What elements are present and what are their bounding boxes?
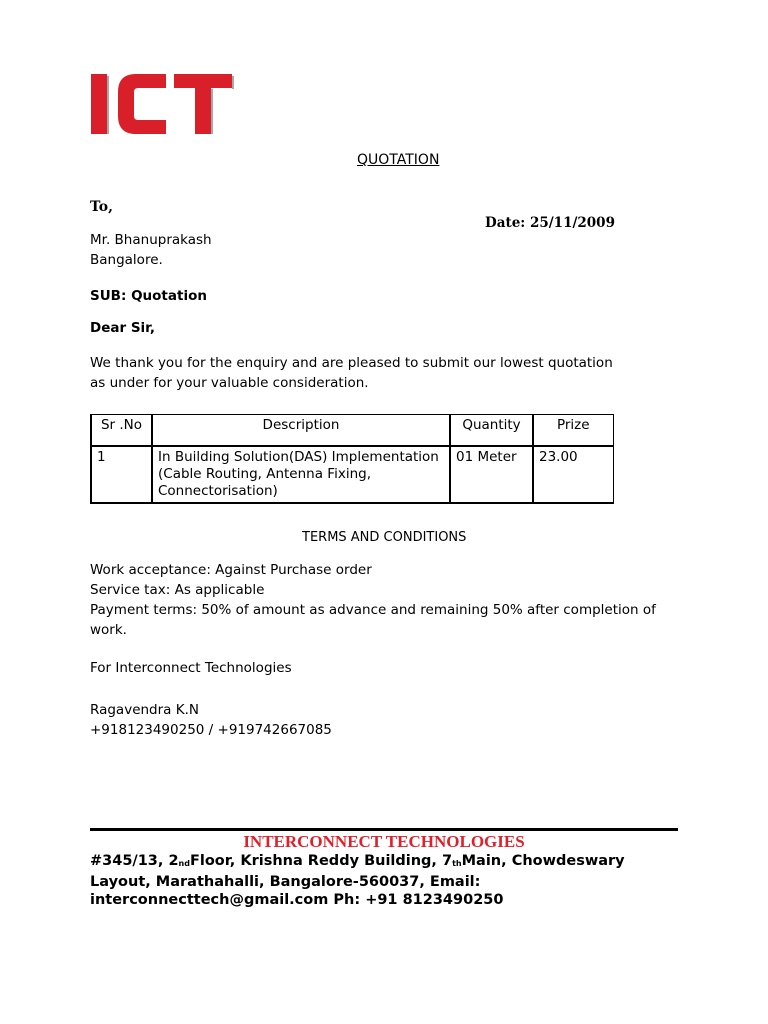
address-text: Main, Chowdeswary (461, 853, 625, 869)
cell-description: In Building Solution(DAS) Implementation (Cable Routing, Antenna Fixing, Connectorisation) (152, 446, 450, 503)
signoff-company: For Interconnect Technologies (90, 660, 292, 676)
signatory-phones: +918123490250 / +919742667085 (90, 722, 332, 738)
table-header-row (91, 415, 613, 447)
cell-sr-no: 1 (91, 446, 152, 503)
address-text: #345/13, 2 (90, 853, 179, 869)
payment-term: Payment terms: 50% of amount as advance and remaining 50% after completion of (90, 602, 656, 618)
document-title: QUOTATION (357, 152, 440, 168)
terms-block (90, 560, 656, 640)
column-header-description: Description (152, 415, 450, 447)
payment-term-continued: work. (90, 622, 127, 638)
subject-line: SUB: Quotation (90, 288, 207, 304)
quotation-table (90, 414, 614, 504)
column-header-prize: Prize (533, 415, 613, 447)
signatory-name: Ragavendra K.N (90, 702, 199, 718)
footer-address-line (90, 852, 690, 873)
intro-line: as under for your valuable consideration. (90, 375, 369, 391)
footer-company-name: INTERCONNECT TECHNOLOGIES (243, 832, 525, 851)
cell-prize: 23.00 (533, 446, 613, 503)
recipient-name: Mr. Bhanuprakash (90, 232, 212, 248)
column-header-quantity: Quantity (450, 415, 533, 447)
signoff-block (90, 700, 332, 740)
salutation: Dear Sir, (90, 320, 155, 336)
intro-line: We thank you for the enquiry and are pleased to submit our lowest quotation (90, 355, 613, 371)
column-header-sr-no: Sr .No (91, 415, 152, 447)
ordinal-suffix: nd (178, 859, 190, 868)
footer-address (90, 852, 690, 909)
ict-logo (88, 70, 238, 138)
ordinal-suffix: th (452, 859, 462, 868)
recipient-city: Bangalore. (90, 252, 163, 268)
footer-divider (90, 828, 678, 831)
work-acceptance-term: Work acceptance: Against Purchase order (90, 562, 372, 578)
address-text: Floor, Krishna Reddy Building, 7 (189, 853, 453, 869)
cell-quantity: 01 Meter (450, 446, 533, 503)
to-label: To, (90, 199, 114, 215)
recipient-block (90, 230, 212, 270)
table-row (91, 446, 613, 503)
footer-address-line: Layout, Marathahalli, Bangalore-560037, Email: (90, 874, 481, 890)
footer-contact-line: interconnecttech@gmail.com Ph: +91 8123490250 (90, 892, 504, 908)
quotation-date: Date: 25/11/2009 (485, 215, 615, 231)
intro-paragraph (90, 353, 613, 393)
service-tax-term: Service tax: As applicable (90, 582, 265, 598)
terms-heading: TERMS AND CONDITIONS (302, 530, 467, 545)
